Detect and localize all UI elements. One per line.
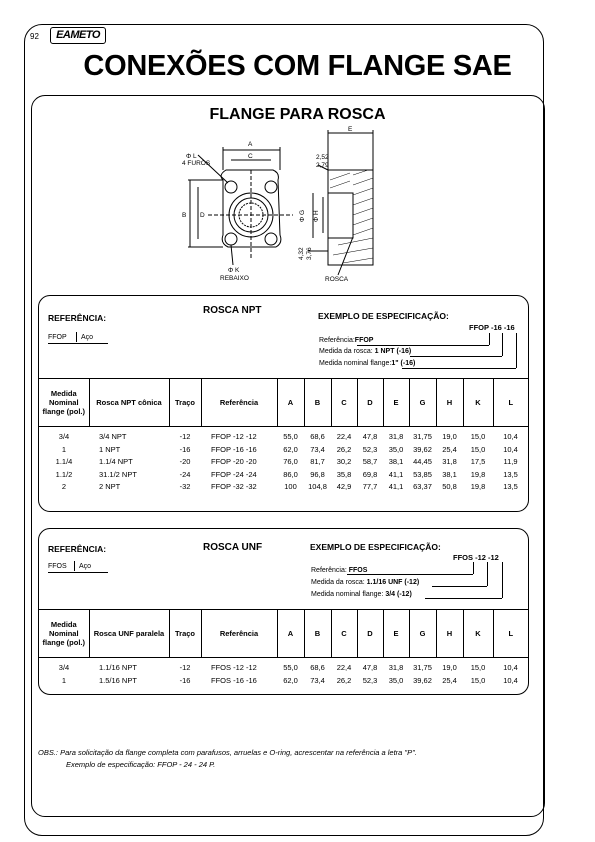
table-cell: 31,75 bbox=[413, 663, 432, 672]
table-cell: FFOS -12 -12 bbox=[211, 663, 257, 672]
dim-rebaixo: REBAIXO bbox=[220, 275, 249, 282]
table-cell: 47,8 bbox=[362, 432, 378, 441]
table-cell: 55,0 bbox=[283, 663, 298, 672]
table-row bbox=[39, 427, 528, 444]
table-cell: 81,7 bbox=[310, 457, 325, 466]
table-cell: 58,7 bbox=[362, 457, 378, 466]
col-header: D bbox=[357, 610, 383, 658]
table-cell: 13,5 bbox=[503, 482, 518, 491]
bolt-hole bbox=[225, 181, 237, 193]
table-cell: 11,9 bbox=[503, 457, 518, 466]
npt-ref-material: Aço bbox=[81, 334, 94, 341]
table-cell: 35,8 bbox=[336, 469, 352, 479]
table-cell: 42,9 bbox=[336, 482, 352, 491]
table-cell: 68,6 bbox=[310, 663, 325, 672]
table-cell: 3/4 bbox=[58, 663, 70, 672]
side-hatching bbox=[330, 170, 373, 263]
table-cell: -16 bbox=[179, 444, 191, 454]
table-cell: 15,0 bbox=[470, 444, 486, 454]
table-cell: 73,4 bbox=[310, 675, 325, 685]
table-cell: FFOP -24 -24 bbox=[211, 469, 257, 479]
dim-376: 3,76 bbox=[306, 247, 313, 260]
table-cell: -20 bbox=[179, 457, 191, 466]
table-row bbox=[39, 444, 528, 457]
table-cell: 31,8 bbox=[388, 663, 404, 672]
table-cell: -12 bbox=[179, 663, 191, 672]
col-header: Rosca NPT cônica bbox=[89, 379, 169, 427]
table-cell: 30,2 bbox=[336, 457, 352, 466]
table-row bbox=[39, 675, 528, 688]
table-cell: 15,0 bbox=[470, 675, 486, 685]
unf-table bbox=[39, 609, 528, 687]
table-cell: 17,5 bbox=[470, 457, 486, 466]
table-row bbox=[39, 469, 528, 482]
col-header: G bbox=[409, 610, 436, 658]
col-header: D bbox=[357, 379, 383, 427]
table-cell: 73,4 bbox=[310, 444, 325, 454]
unf-spec-rosca: Medida da rosca: 1.1/16 UNF (-12) bbox=[311, 579, 420, 586]
section-subtitle: FLANGE PARA ROSCA bbox=[209, 106, 386, 123]
table-cell: FFOP -16 -16 bbox=[211, 444, 257, 454]
table-cell: 1.5/16 NPT bbox=[99, 675, 137, 685]
table-cell: 31,8 bbox=[442, 457, 457, 466]
npt-ref-code: FFOP bbox=[48, 334, 67, 341]
table-cell: 55,0 bbox=[283, 432, 298, 441]
dim-b: B bbox=[182, 212, 187, 219]
dim-d: D bbox=[200, 212, 205, 219]
col-header: E bbox=[383, 379, 409, 427]
table-cell: 86,0 bbox=[283, 469, 298, 479]
table-cell: 2 bbox=[61, 482, 67, 491]
col-header: Referência bbox=[201, 379, 277, 427]
col-header: C bbox=[331, 610, 357, 658]
unf-example-code: FFOS -12 -12 bbox=[453, 553, 499, 562]
table-cell: 19,8 bbox=[470, 469, 486, 479]
table-cell: -16 bbox=[179, 675, 191, 685]
flange-technical-drawing bbox=[178, 125, 398, 290]
table-row bbox=[39, 658, 528, 675]
table-cell: 77,7 bbox=[362, 482, 378, 491]
table-cell: 63,37 bbox=[413, 482, 432, 491]
table-cell: 15,0 bbox=[470, 663, 486, 672]
table-cell: 31,8 bbox=[388, 432, 404, 441]
unf-section-title: ROSCA UNF bbox=[203, 542, 263, 553]
table-cell: -24 bbox=[179, 469, 191, 479]
table-cell: 22,4 bbox=[336, 432, 352, 441]
table-cell: 35,0 bbox=[388, 675, 404, 685]
dim-c: C bbox=[248, 153, 253, 160]
dim-432: 4,32 bbox=[298, 247, 305, 260]
npt-table bbox=[39, 378, 528, 494]
obs-line-2: Exemplo de especificação: FFOP - 24 - 24 P. bbox=[66, 760, 216, 769]
col-header: K bbox=[463, 379, 493, 427]
dim-phi-g: Φ G bbox=[299, 209, 306, 222]
dim-e: E bbox=[348, 126, 353, 133]
table-cell: 1.1/4 bbox=[55, 457, 73, 466]
col-header: L bbox=[493, 610, 528, 658]
table-cell: 19,8 bbox=[470, 482, 486, 491]
npt-referencia-label: REFERÊNCIA: bbox=[48, 313, 107, 323]
table-cell: 10,4 bbox=[503, 663, 518, 672]
table-cell: 31.1/2 NPT bbox=[99, 469, 137, 479]
table-cell: 38,1 bbox=[388, 457, 404, 466]
table-cell: 10,4 bbox=[503, 675, 518, 685]
table-cell: 62,0 bbox=[283, 444, 298, 454]
table-cell: 69,8 bbox=[362, 469, 378, 479]
col-header: Traço bbox=[169, 610, 201, 658]
table-cell: 76,0 bbox=[283, 457, 298, 466]
col-header: E bbox=[383, 610, 409, 658]
table-cell: 31,75 bbox=[413, 432, 432, 441]
col-header: Rosca UNF paralela bbox=[89, 610, 169, 658]
table-cell: 15,0 bbox=[470, 432, 486, 441]
table-row bbox=[39, 456, 528, 469]
flange-side-outline bbox=[328, 170, 373, 265]
table-cell: FFOP -32 -32 bbox=[211, 482, 257, 491]
col-header: L bbox=[493, 379, 528, 427]
page-title: CONEXÕES COM FLANGE SAE bbox=[83, 50, 512, 82]
table-cell: 35,0 bbox=[388, 444, 404, 454]
table-cell: 19,0 bbox=[442, 432, 457, 441]
table-cell: 10,4 bbox=[503, 444, 518, 454]
table-cell: 41,1 bbox=[388, 482, 404, 491]
col-header: A bbox=[277, 610, 304, 658]
table-row bbox=[39, 481, 528, 494]
dim-252: 2,52 bbox=[316, 154, 329, 161]
col-header: H bbox=[436, 610, 463, 658]
npt-spec-rosca: Medida da rosca: 1 NPT (-16) bbox=[319, 348, 412, 355]
unf-ref-code: FFOS bbox=[48, 563, 67, 570]
table-cell: 1 NPT bbox=[99, 444, 121, 454]
table-cell: FFOS -16 -16 bbox=[211, 675, 257, 685]
table-cell: 52,3 bbox=[362, 675, 378, 685]
table-cell: 53,85 bbox=[413, 469, 432, 479]
npt-example-code: FFOP -16 -16 bbox=[469, 323, 515, 332]
dim-phi-h: Φ H bbox=[313, 210, 320, 222]
table-cell: 13,5 bbox=[503, 469, 518, 479]
npt-exemplo-label: EXEMPLO DE ESPECIFICAÇÃO: bbox=[318, 311, 449, 321]
table-cell: 44,45 bbox=[413, 457, 432, 466]
unf-referencia-label: REFERÊNCIA: bbox=[48, 544, 107, 554]
table-cell: 38,1 bbox=[442, 469, 457, 479]
npt-spec-referencia: Referência:FFOP bbox=[319, 337, 374, 344]
npt-section-title: ROSCA NPT bbox=[203, 305, 262, 316]
table-cell: 22,4 bbox=[336, 663, 352, 672]
table-cell: 1.1/16 NPT bbox=[99, 663, 137, 672]
table-cell: 19,0 bbox=[442, 663, 457, 672]
page-number: 92 bbox=[30, 32, 39, 41]
table-cell: 62,0 bbox=[283, 675, 298, 685]
col-header: C bbox=[331, 379, 357, 427]
table-cell: -12 bbox=[179, 432, 191, 441]
npt-spec-flange: Medida nominal flange:1" (-16) bbox=[319, 360, 416, 367]
table-cell: 47,8 bbox=[362, 663, 378, 672]
col-header: A bbox=[277, 379, 304, 427]
col-header: B bbox=[304, 610, 331, 658]
col-header: Referência bbox=[201, 610, 277, 658]
col-header: K bbox=[463, 610, 493, 658]
table-cell: 104,8 bbox=[308, 482, 327, 491]
dim-rosca: ROSCA bbox=[325, 276, 349, 283]
table-cell: 10,4 bbox=[503, 432, 518, 441]
table-cell: 25,4 bbox=[442, 444, 457, 454]
dim-a: A bbox=[248, 141, 253, 148]
table-cell: 1 bbox=[61, 675, 67, 685]
unf-spec-flange: Medida nominal flange: 3/4 (-12) bbox=[311, 591, 412, 598]
table-cell: 25,4 bbox=[442, 675, 457, 685]
table-cell: 52,3 bbox=[362, 444, 378, 454]
table-cell: 26,2 bbox=[336, 675, 352, 685]
table-cell: 1.1/2 bbox=[55, 469, 73, 479]
table-cell: -32 bbox=[179, 482, 191, 491]
table-cell: 100 bbox=[284, 482, 297, 491]
unf-exemplo-label: EXEMPLO DE ESPECIFICAÇÃO: bbox=[310, 542, 441, 552]
obs-line-1: OBS.: Para solicitação da flange completa com parafusos, arruelas e O-ring, acrescentar na referência a letra "P". bbox=[38, 748, 417, 757]
dim-phi-l: Φ L bbox=[186, 153, 197, 160]
table-cell: 2 NPT bbox=[99, 482, 121, 491]
dim-furos: 4 FUROS bbox=[182, 160, 211, 167]
brand-logo: EAMETO bbox=[50, 27, 106, 44]
table-cell: FFOP -12 -12 bbox=[211, 432, 257, 441]
col-header: Medida Nominal flange (pol.) bbox=[39, 379, 89, 427]
col-header: B bbox=[304, 379, 331, 427]
table-cell: 50,8 bbox=[442, 482, 457, 491]
table-cell: 26,2 bbox=[336, 444, 352, 454]
dim-279: 2,79 bbox=[316, 162, 329, 169]
dim-phi-k: Φ K bbox=[228, 267, 240, 274]
unf-spec-referencia: Referência: FFOS bbox=[311, 567, 368, 574]
table-cell: 39,62 bbox=[413, 675, 432, 685]
col-header: H bbox=[436, 379, 463, 427]
table-cell: 41,1 bbox=[388, 469, 404, 479]
col-header: Medida Nominal flange (pol.) bbox=[39, 610, 89, 658]
col-header: G bbox=[409, 379, 436, 427]
table-cell: 39,62 bbox=[413, 444, 432, 454]
table-cell: 1 bbox=[61, 444, 67, 454]
table-cell: 3/4 bbox=[58, 432, 70, 441]
observation-note bbox=[38, 747, 538, 771]
table-cell: 96,8 bbox=[310, 469, 325, 479]
unf-ref-material: Aço bbox=[79, 563, 92, 570]
table-cell: 1.1/4 NPT bbox=[99, 457, 133, 466]
table-cell: 3/4 NPT bbox=[99, 432, 127, 441]
table-cell: 68,6 bbox=[310, 432, 325, 441]
table-cell: FFOP -20 -20 bbox=[211, 457, 257, 466]
col-header: Traço bbox=[169, 379, 201, 427]
